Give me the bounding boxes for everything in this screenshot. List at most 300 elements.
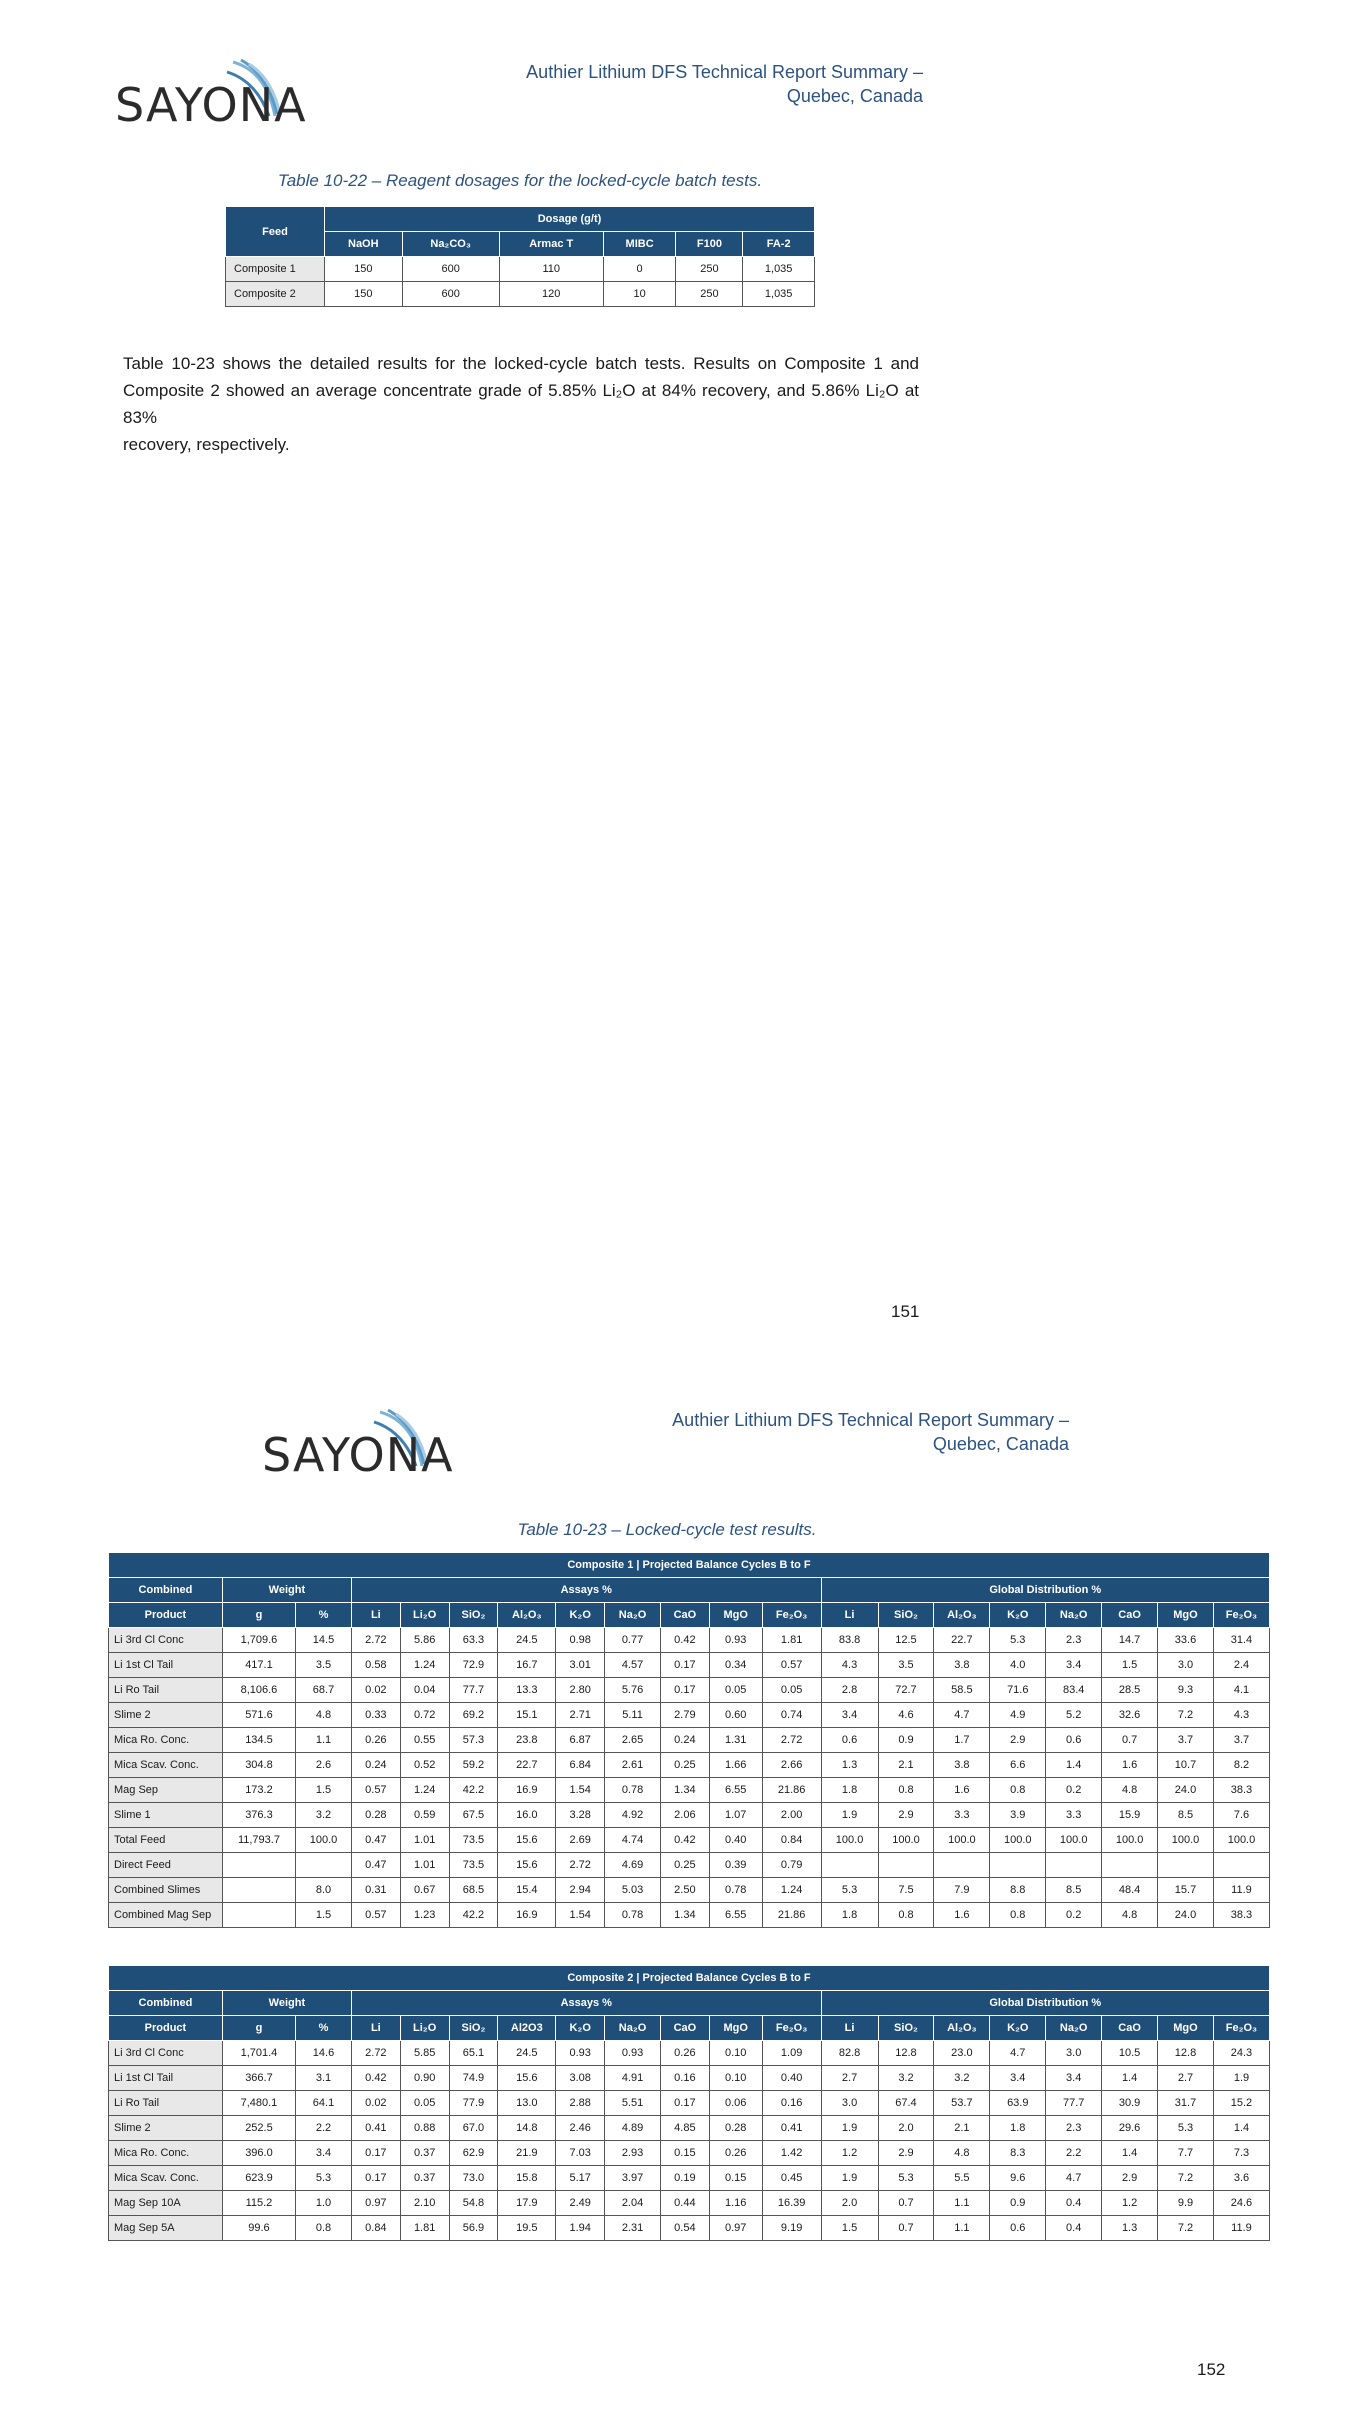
- column-header: Fe₂O₃: [1213, 1603, 1269, 1628]
- header-line-1: Authier Lithium DFS Technical Report Summary –: [526, 62, 923, 82]
- table-cell: 0.28: [351, 1803, 400, 1828]
- group-header: Weight: [222, 1991, 351, 2016]
- logo-text: SAYONA: [262, 1428, 454, 1482]
- table-cell: 5.11: [605, 1703, 661, 1728]
- table-cell: 3.3: [1046, 1803, 1102, 1828]
- table-cell: 6.87: [556, 1728, 605, 1753]
- table-cell: 2.3: [1046, 2116, 1102, 2141]
- table-cell: 0.17: [351, 2141, 400, 2166]
- table-cell: 0.17: [351, 2166, 400, 2191]
- table-caption: Table 10-22 – Reagent dosages for the locked-cycle batch tests.: [277, 171, 763, 190]
- product-cell: Slime 1: [109, 1803, 223, 1828]
- column-header: MgO: [1158, 1603, 1214, 1628]
- table-cell: 2.65: [605, 1728, 661, 1753]
- table-cell: 8.2: [1213, 1753, 1269, 1778]
- table-cell: 16.7: [498, 1653, 556, 1678]
- table-cell: 4.3: [1213, 1703, 1269, 1728]
- product-cell: Mag Sep 10A: [109, 2191, 223, 2216]
- table-cell: 1.4: [1102, 2141, 1158, 2166]
- table-cell: 4.3: [821, 1653, 878, 1678]
- table-cell: 15.6: [498, 2066, 556, 2091]
- table-cell: 9.19: [762, 2216, 821, 2241]
- table-cell: 67.0: [449, 2116, 498, 2141]
- column-header: K₂O: [990, 2016, 1046, 2041]
- table-cell: 0.60: [709, 1703, 762, 1728]
- table-cell: 250: [676, 282, 743, 307]
- table-cell: 1,709.6: [222, 1628, 295, 1653]
- column-header: Li: [821, 2016, 878, 2041]
- table-cell: [878, 1853, 934, 1878]
- table-cell: 71.6: [990, 1678, 1046, 1703]
- table-cell: 3.8: [934, 1653, 990, 1678]
- table-cell: [1046, 1853, 1102, 1878]
- table-cell: 7.2: [1158, 1703, 1214, 1728]
- table-cell: 16.9: [498, 1778, 556, 1803]
- table-cell: 5.2: [1046, 1703, 1102, 1728]
- report-header: [526, 60, 923, 108]
- table-cell: 14.5: [296, 1628, 352, 1653]
- table-cell: 4.6: [878, 1703, 934, 1728]
- table-cell: [222, 1878, 295, 1903]
- table-title: Composite 2 | Projected Balance Cycles B to F: [109, 1966, 1270, 1991]
- table-cell: 1.4: [1046, 1753, 1102, 1778]
- table-cell: 38.3: [1213, 1903, 1269, 1928]
- table-cell: 0.57: [351, 1903, 400, 1928]
- table-cell: 0.2: [1046, 1778, 1102, 1803]
- body-paragraph: [123, 350, 919, 458]
- table-cell: 1.8: [821, 1778, 878, 1803]
- table-cell: 2.88: [556, 2091, 605, 2116]
- table-cell: 33.6: [1158, 1628, 1214, 1653]
- column-header: K₂O: [556, 2016, 605, 2041]
- table-cell: 2.93: [605, 2141, 661, 2166]
- table-cell: 0.8: [296, 2216, 352, 2241]
- table-cell: 0.26: [351, 1728, 400, 1753]
- table-cell: 0.97: [351, 2191, 400, 2216]
- table-cell: 5.3: [821, 1878, 878, 1903]
- product-cell: Mag Sep: [109, 1778, 223, 1803]
- table-cell: 16.39: [762, 2191, 821, 2216]
- table-cell: 24.0: [1158, 1778, 1214, 1803]
- group-header: Global Distribution %: [821, 1991, 1269, 2016]
- page-number: 152: [1197, 2360, 1226, 2379]
- table-cell: 2.72: [351, 2041, 400, 2066]
- table-cell: 1.1: [934, 2216, 990, 2241]
- table-row: [109, 1778, 1270, 1803]
- table-cell: 4.69: [605, 1853, 661, 1878]
- table-cell: 54.8: [449, 2191, 498, 2216]
- column-header: SiO₂: [878, 2016, 934, 2041]
- table-row: [109, 1628, 1270, 1653]
- table-cell: 16.0: [498, 1803, 556, 1828]
- table-cell: 42.2: [449, 1903, 498, 1928]
- table-cell: 100.0: [1158, 1828, 1214, 1853]
- table-cell: 1.0: [296, 2191, 352, 2216]
- table-cell: 100.0: [878, 1828, 934, 1853]
- table-cell: 1.1: [934, 2191, 990, 2216]
- column-header: Li: [351, 2016, 400, 2041]
- column-header: %: [296, 1603, 352, 1628]
- group-header: Global Distribution %: [821, 1578, 1269, 1603]
- table-cell: 28.5: [1102, 1678, 1158, 1703]
- table-cell: 0.31: [351, 1878, 400, 1903]
- table-cell: 0.41: [351, 2116, 400, 2141]
- table-cell: 74.9: [449, 2066, 498, 2091]
- table-row: [109, 2116, 1270, 2141]
- table-cell: 7,480.1: [222, 2091, 295, 2116]
- table-cell: 0.84: [762, 1828, 821, 1853]
- group-header: Weight: [222, 1578, 351, 1603]
- table-cell: 67.5: [449, 1803, 498, 1828]
- table-cell: 2.50: [660, 1878, 709, 1903]
- table-cell: 0.40: [762, 2066, 821, 2091]
- table-cell: 0.2: [1046, 1903, 1102, 1928]
- table-cell: 7.7: [1158, 2141, 1214, 2166]
- table-cell: 1.2: [1102, 2191, 1158, 2216]
- table-cell: 24.0: [1158, 1903, 1214, 1928]
- group-header: Combined: [109, 1991, 223, 2016]
- table-cell: 82.8: [821, 2041, 878, 2066]
- table-cell: 0.72: [400, 1703, 449, 1728]
- table-cell: 4.7: [1046, 2166, 1102, 2191]
- table-cell: 0.57: [762, 1653, 821, 1678]
- table-cell: 2.72: [556, 1853, 605, 1878]
- table-row: [109, 2091, 1270, 2116]
- table-cell: 1.2: [821, 2141, 878, 2166]
- table-cell: 2.0: [821, 2191, 878, 2216]
- table-cell: 24.6: [1213, 2191, 1269, 2216]
- table-cell: [934, 1853, 990, 1878]
- table-cell: 0.6: [1046, 1728, 1102, 1753]
- table-cell: 2.8: [821, 1678, 878, 1703]
- product-cell: Mag Sep 5A: [109, 2216, 223, 2241]
- table-cell: 0.24: [351, 1753, 400, 1778]
- table-cell: 0.17: [660, 1678, 709, 1703]
- table-cell: 0.34: [709, 1653, 762, 1678]
- table-cell: 3.4: [1046, 2066, 1102, 2091]
- table-cell: 1.5: [296, 1903, 352, 1928]
- column-header: K₂O: [556, 1603, 605, 1628]
- table-cell: 2.7: [821, 2066, 878, 2091]
- table-cell: 15.4: [498, 1878, 556, 1903]
- table-cell: 0.59: [400, 1803, 449, 1828]
- table-cell: 0.25: [660, 1853, 709, 1878]
- table-cell: 0.45: [762, 2166, 821, 2191]
- table-cell: [296, 1853, 352, 1878]
- table-cell: 3.4: [821, 1703, 878, 1728]
- table-cell: 5.51: [605, 2091, 661, 2116]
- table-cell: 4.7: [990, 2041, 1046, 2066]
- column-header: Li: [351, 1603, 400, 1628]
- table-cell: 22.7: [498, 1753, 556, 1778]
- feed-header: Feed: [226, 207, 325, 257]
- column-header: Na₂O: [1046, 2016, 1102, 2041]
- table-cell: 1.6: [1102, 1753, 1158, 1778]
- table-cell: 4.74: [605, 1828, 661, 1853]
- product-cell: Slime 2: [109, 2116, 223, 2141]
- table-cell: 83.4: [1046, 1678, 1102, 1703]
- table-cell: 2.94: [556, 1878, 605, 1903]
- column-header: Fe₂O₃: [762, 1603, 821, 1628]
- table-cell: 77.7: [449, 1678, 498, 1703]
- product-cell: Li 3rd Cl Conc: [109, 1628, 223, 1653]
- table-row: [109, 1853, 1270, 1878]
- product-cell: Mica Ro. Conc.: [109, 2141, 223, 2166]
- table-cell: 1.8: [821, 1903, 878, 1928]
- column-header: K₂O: [990, 1603, 1046, 1628]
- table-cell: 4.89: [605, 2116, 661, 2141]
- column-header: MgO: [709, 2016, 762, 2041]
- table-cell: 1.66: [709, 1753, 762, 1778]
- table-cell: 32.6: [1102, 1703, 1158, 1728]
- table-cell: 3.97: [605, 2166, 661, 2191]
- column-header: Li: [821, 1603, 878, 1628]
- table-cell: 0.55: [400, 1728, 449, 1753]
- table-cell: 1.3: [821, 1753, 878, 1778]
- table-cell: 0.24: [660, 1728, 709, 1753]
- table-cell: 110: [499, 257, 603, 282]
- table-cell: 304.8: [222, 1753, 295, 1778]
- table-cell: 10: [603, 282, 676, 307]
- table-cell: 0.88: [400, 2116, 449, 2141]
- table-cell: 14.8: [498, 2116, 556, 2141]
- table-cell: 134.5: [222, 1728, 295, 1753]
- table-cell: 8.8: [990, 1878, 1046, 1903]
- table-cell: 16.9: [498, 1903, 556, 1928]
- table-cell: 3.4: [1046, 1653, 1102, 1678]
- table-cell: 4.9: [990, 1703, 1046, 1728]
- table-cell: 1.24: [762, 1878, 821, 1903]
- table-cell: 1,035: [743, 257, 815, 282]
- column-header: Al₂O₃: [934, 2016, 990, 2041]
- table-cell: 0.19: [660, 2166, 709, 2191]
- table-cell: 6.55: [709, 1903, 762, 1928]
- table-cell: 1.42: [762, 2141, 821, 2166]
- table-cell: 2.80: [556, 1678, 605, 1703]
- table-cell: 150: [325, 282, 403, 307]
- table-cell: 0.17: [660, 1653, 709, 1678]
- table-cell: 0.15: [660, 2141, 709, 2166]
- table-cell: 376.3: [222, 1803, 295, 1828]
- table-cell: 0.9: [878, 1728, 934, 1753]
- table-cell: 2.72: [351, 1628, 400, 1653]
- table-cell: 600: [402, 282, 499, 307]
- table-cell: 0.4: [1046, 2216, 1102, 2241]
- table-row: [109, 1828, 1270, 1853]
- column-header: Na₂O: [605, 1603, 661, 1628]
- column-header: Armac T: [499, 232, 603, 257]
- table-cell: 17.9: [498, 2191, 556, 2216]
- table-cell: 68.7: [296, 1678, 352, 1703]
- table-cell: 1.81: [762, 1628, 821, 1653]
- table-cell: 10.7: [1158, 1753, 1214, 1778]
- table-cell: [1102, 1853, 1158, 1878]
- table-cell: 2.1: [878, 1753, 934, 1778]
- table-cell: 13.3: [498, 1678, 556, 1703]
- table-cell: 3.5: [296, 1653, 352, 1678]
- table-cell: 4.85: [660, 2116, 709, 2141]
- table-cell: [990, 1853, 1046, 1878]
- table-cell: 15.9: [1102, 1803, 1158, 1828]
- table-cell: 1.9: [821, 1803, 878, 1828]
- table-cell: 73.5: [449, 1853, 498, 1878]
- table-cell: 23.0: [934, 2041, 990, 2066]
- table-cell: 2.49: [556, 2191, 605, 2216]
- table-cell: 8.5: [1158, 1803, 1214, 1828]
- product-cell: Li Ro Tail: [109, 1678, 223, 1703]
- table-cell: 2.71: [556, 1703, 605, 1728]
- column-header: Na₂CO₃: [402, 232, 499, 257]
- table-cell: 2.06: [660, 1803, 709, 1828]
- table-cell: 1.4: [1102, 2066, 1158, 2091]
- table-cell: 10.5: [1102, 2041, 1158, 2066]
- table-cell: 4.1: [1213, 1678, 1269, 1703]
- table-cell: 0.78: [605, 1778, 661, 1803]
- table-cell: 7.9: [934, 1878, 990, 1903]
- header-line-1: Authier Lithium DFS Technical Report Summary –: [672, 1410, 1069, 1430]
- paragraph-line: recovery, respectively.: [123, 435, 290, 454]
- table-cell: 2.10: [400, 2191, 449, 2216]
- product-cell: Mica Scav. Conc.: [109, 2166, 223, 2191]
- table-cell: 42.2: [449, 1778, 498, 1803]
- table-cell: 1.9: [821, 2166, 878, 2191]
- table-row: [226, 282, 815, 307]
- column-header: Al2O3: [498, 2016, 556, 2041]
- column-header: F100: [676, 232, 743, 257]
- table-cell: 8,106.6: [222, 1678, 295, 1703]
- table-cell: 3.7: [1213, 1728, 1269, 1753]
- column-header: g: [222, 1603, 295, 1628]
- table-title: Composite 1 | Projected Balance Cycles B to F: [109, 1553, 1270, 1578]
- table-cell: 67.4: [878, 2091, 934, 2116]
- table-cell: 2.0: [878, 2116, 934, 2141]
- table-cell: 72.7: [878, 1678, 934, 1703]
- table-cell: 2.9: [990, 1728, 1046, 1753]
- table-cell: 1.4: [1213, 2116, 1269, 2141]
- table-cell: 100.0: [296, 1828, 352, 1853]
- table-cell: 63.3: [449, 1628, 498, 1653]
- table-cell: 0.06: [709, 2091, 762, 2116]
- table-cell: 48.4: [1102, 1878, 1158, 1903]
- table-cell: 6.84: [556, 1753, 605, 1778]
- table-cell: 100.0: [1046, 1828, 1102, 1853]
- dosage-header: Dosage (g/t): [325, 207, 815, 232]
- group-header: Assays %: [351, 1991, 821, 2016]
- table-cell: 1.5: [296, 1778, 352, 1803]
- table-cell: 2.2: [296, 2116, 352, 2141]
- table-row: [109, 2041, 1270, 2066]
- column-header: CaO: [1102, 2016, 1158, 2041]
- table-cell: 0.04: [400, 1678, 449, 1703]
- table-cell: 4.8: [1102, 1778, 1158, 1803]
- table-cell: 600: [402, 257, 499, 282]
- table-cell: 0.47: [351, 1853, 400, 1878]
- table-cell: 0.8: [990, 1778, 1046, 1803]
- table-cell: 12.5: [878, 1628, 934, 1653]
- table-cell: 1.34: [660, 1778, 709, 1803]
- table-row: [226, 257, 815, 282]
- product-cell: Li 3rd Cl Conc: [109, 2041, 223, 2066]
- table-cell: 2.7: [1158, 2066, 1214, 2091]
- group-header: Assays %: [351, 1578, 821, 1603]
- table-cell: 68.5: [449, 1878, 498, 1903]
- table-cell: 5.76: [605, 1678, 661, 1703]
- table-cell: 8.0: [296, 1878, 352, 1903]
- table-cell: 2.6: [296, 1753, 352, 1778]
- table-cell: 5.3: [878, 2166, 934, 2191]
- report-header: [672, 1408, 1069, 1456]
- table-cell: 31.4: [1213, 1628, 1269, 1653]
- table-cell: 15.8: [498, 2166, 556, 2191]
- table-cell: 0.26: [660, 2041, 709, 2066]
- table-row: [109, 1878, 1270, 1903]
- table-row: [109, 1903, 1270, 1928]
- table-caption: Table 10-23 – Locked-cycle test results.: [517, 1520, 817, 1539]
- table-cell: 21.86: [762, 1903, 821, 1928]
- table-cell: [222, 1853, 295, 1878]
- table-cell: 0.02: [351, 1678, 400, 1703]
- table-cell: 2.00: [762, 1803, 821, 1828]
- table-cell: 8.5: [1046, 1878, 1102, 1903]
- table-cell: 2.4: [1213, 1653, 1269, 1678]
- table-cell: 1.6: [934, 1903, 990, 1928]
- table-cell: 417.1: [222, 1653, 295, 1678]
- table-cell: 9.9: [1158, 2191, 1214, 2216]
- table-cell: 1.16: [709, 2191, 762, 2216]
- table-cell: 1.5: [1102, 1653, 1158, 1678]
- table-cell: 0.98: [556, 1628, 605, 1653]
- table-cell: 14.6: [296, 2041, 352, 2066]
- table-cell: 0.42: [660, 1828, 709, 1853]
- table-cell: 0.79: [762, 1853, 821, 1878]
- table-cell: 7.2: [1158, 2216, 1214, 2241]
- table-cell: 21.86: [762, 1778, 821, 1803]
- table-cell: 0.05: [400, 2091, 449, 2116]
- column-header: SiO₂: [449, 2016, 498, 2041]
- table-cell: 24.5: [498, 1628, 556, 1653]
- column-header: CaO: [660, 1603, 709, 1628]
- table-cell: 0.8: [990, 1903, 1046, 1928]
- product-cell: Slime 2: [109, 1703, 223, 1728]
- table-cell: 1.5: [821, 2216, 878, 2241]
- table-cell: 7.6: [1213, 1803, 1269, 1828]
- product-cell: Li 1st Cl Tail: [109, 1653, 223, 1678]
- table-cell: 5.3: [1158, 2116, 1214, 2141]
- table-cell: 1,035: [743, 282, 815, 307]
- table-cell: 9.3: [1158, 1678, 1214, 1703]
- table-cell: 0.02: [351, 2091, 400, 2116]
- table-cell: 2.3: [1046, 1628, 1102, 1653]
- table-cell: 77.7: [1046, 2091, 1102, 2116]
- table-cell: 4.8: [934, 2141, 990, 2166]
- table-cell: 12.8: [878, 2041, 934, 2066]
- table-cell: 0.4: [1046, 2191, 1102, 2216]
- table-cell: 77.9: [449, 2091, 498, 2116]
- product-cell: Combined Mag Sep: [109, 1903, 223, 1928]
- table-cell: 0.16: [660, 2066, 709, 2091]
- page-number: 151: [891, 1302, 920, 1321]
- logo-text: SAYONA: [115, 78, 307, 132]
- table-cell: 3.3: [934, 1803, 990, 1828]
- reagent-table: [225, 206, 815, 307]
- table-cell: 3.7: [1158, 1728, 1214, 1753]
- table-cell: 0.25: [660, 1753, 709, 1778]
- table-cell: 1.81: [400, 2216, 449, 2241]
- results-table-composite-1: [108, 1552, 1270, 1928]
- table-cell: 100.0: [934, 1828, 990, 1853]
- table-cell: 1.01: [400, 1828, 449, 1853]
- table-cell: 3.2: [878, 2066, 934, 2091]
